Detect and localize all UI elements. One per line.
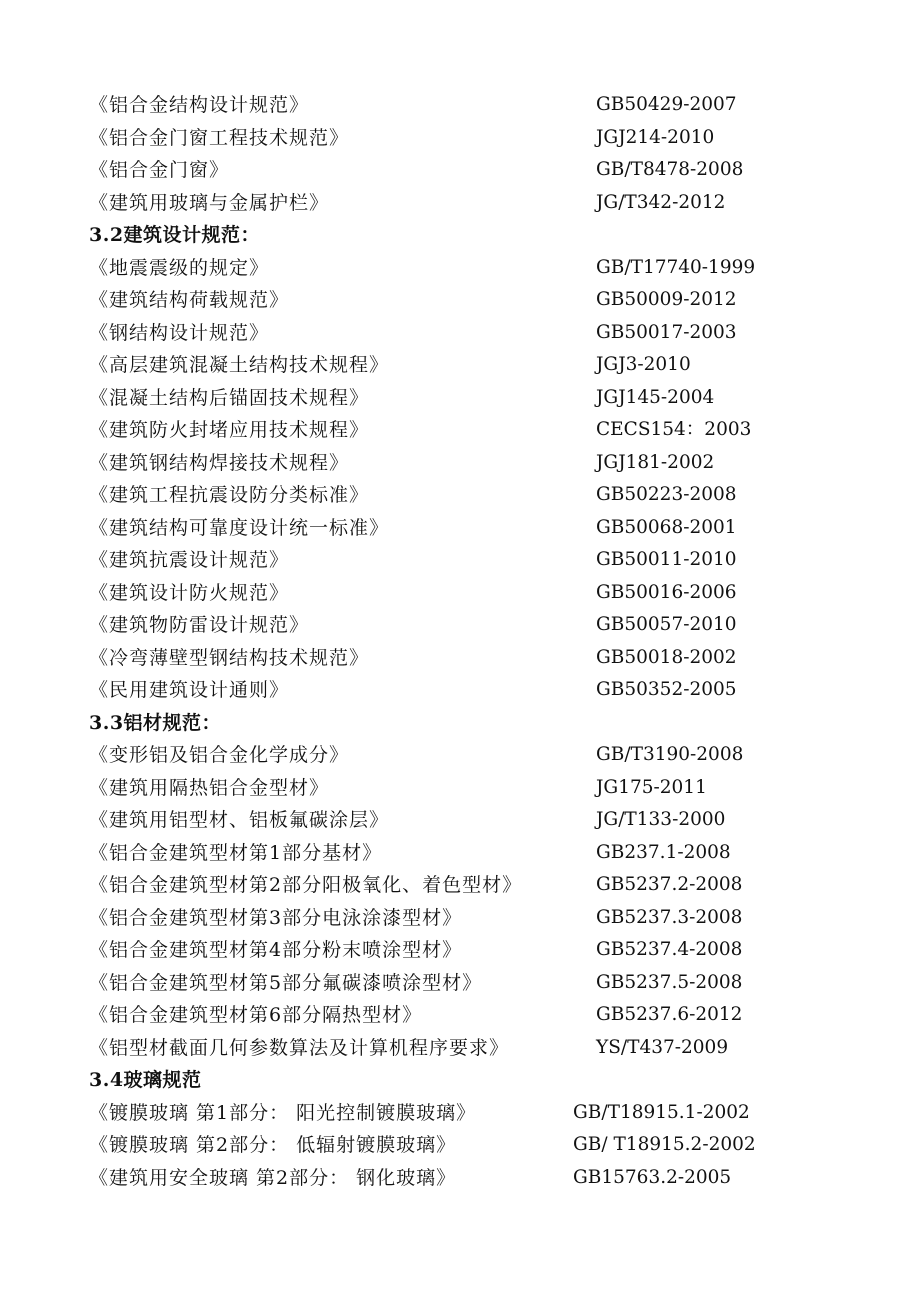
- section-heading: [0, 707, 920, 740]
- standard-row: [0, 512, 920, 545]
- standard-code: GB50016-2006: [596, 581, 737, 603]
- standard-title: 《铝合金门窗》: [89, 159, 230, 181]
- standard-title: 《铝合金门窗工程技术规范》: [89, 126, 350, 149]
- standard-code: GB50068-2001: [596, 516, 737, 538]
- standard-title: 《建筑结构可靠度设计统一标准》: [89, 516, 390, 539]
- standard-code: JGJ3-2010: [596, 354, 691, 375]
- standard-row: [0, 317, 920, 350]
- standard-row: [0, 934, 920, 967]
- standard-row: [0, 609, 920, 642]
- section-heading: [0, 219, 920, 252]
- standard-code: GB50223-2008: [596, 484, 737, 505]
- standard-title: 《建筑防火封堵应用技术规程》: [89, 419, 370, 441]
- standard-code: GB50018-2002: [596, 646, 737, 668]
- standard-row: [0, 479, 920, 512]
- standard-code: GB/T3190-2008: [596, 744, 744, 765]
- standard-row: [0, 642, 920, 675]
- standard-row: [0, 414, 920, 447]
- standard-title: 《建筑用隔热铝合金型材》: [89, 776, 330, 799]
- standard-row: [0, 122, 920, 155]
- standard-title: 《铝合金建筑型材第1部分基材》: [89, 841, 383, 864]
- section-heading-text: 3.4玻璃规范: [89, 1069, 202, 1091]
- standard-code: GB/T17740-1999: [596, 256, 756, 278]
- standard-code: GB5237.6-2012: [596, 1004, 743, 1025]
- section-heading: [0, 1064, 920, 1097]
- standard-title: 《民用建筑设计通则》: [89, 679, 290, 701]
- standard-row: [0, 1032, 920, 1065]
- standard-title: 《建筑用安全玻璃 第2部分： 钢化玻璃》: [89, 1166, 457, 1189]
- standard-code: GB5237.3-2008: [596, 906, 743, 928]
- standard-row: [0, 89, 920, 122]
- standard-row: [0, 999, 920, 1032]
- standard-row: [0, 674, 920, 707]
- standard-row: [0, 967, 920, 1000]
- standard-title: 《建筑工程抗震设防分类标准》: [89, 484, 370, 506]
- standard-title: 《铝型材截面几何参数算法及计算机程序要求》: [89, 1036, 510, 1059]
- standard-title: 《变形铝及铝合金化学成分》: [89, 744, 350, 766]
- standard-row: [0, 1162, 920, 1195]
- standard-code: GB50011-2010: [596, 549, 737, 570]
- standard-title: 《铝合金建筑型材第5部分氟碳漆喷涂型材》: [89, 971, 483, 994]
- standard-title: 《铝合金建筑型材第3部分电泳涂漆型材》: [89, 906, 463, 929]
- standard-row: [0, 772, 920, 805]
- standard-row: [0, 804, 920, 837]
- standard-code: JG175-2011: [596, 776, 707, 798]
- standard-code: GB/T8478-2008: [596, 159, 744, 180]
- standard-code: GB5237.4-2008: [596, 939, 743, 960]
- standard-code: CECS154：2003: [596, 419, 752, 440]
- standard-title: 《铝合金结构设计规范》: [89, 94, 310, 116]
- standard-row: [0, 544, 920, 577]
- standard-title: 《建筑钢结构焊接技术规程》: [89, 451, 350, 474]
- standard-code: GB/ T18915.2-2002: [573, 1134, 756, 1155]
- standard-title: 《混凝土结构后锚固技术规程》: [89, 386, 370, 409]
- standard-row: [0, 284, 920, 317]
- standard-code: GB5237.5-2008: [596, 971, 743, 993]
- standard-code: GB50017-2003: [596, 321, 737, 343]
- standard-code: GB50057-2010: [596, 614, 737, 635]
- standard-code: GB15763.2-2005: [573, 1166, 732, 1188]
- standard-code: GB50009-2012: [596, 289, 737, 310]
- standard-row: [0, 1129, 920, 1162]
- standard-code: GB237.1-2008: [596, 841, 731, 863]
- standard-code: JG/T342-2012: [596, 191, 726, 213]
- standard-title: 《建筑物防雷设计规范》: [89, 614, 310, 636]
- standard-title: 《镀膜玻璃 第1部分： 阳光控制镀膜玻璃》: [89, 1101, 477, 1124]
- standard-title: 《建筑用铝型材、铝板氟碳涂层》: [89, 809, 390, 831]
- standard-row: [0, 154, 920, 187]
- standard-row: [0, 739, 920, 772]
- standard-title: 《建筑设计防火规范》: [89, 581, 290, 604]
- standard-title: 《建筑结构荷载规范》: [89, 289, 290, 311]
- standard-title: 《镀膜玻璃 第2部分： 低辐射镀膜玻璃》: [89, 1134, 457, 1156]
- standard-title: 《冷弯薄壁型钢结构技术规范》: [89, 646, 370, 669]
- standard-row: [0, 1097, 920, 1130]
- standard-code: JGJ145-2004: [596, 386, 715, 408]
- standard-row: [0, 252, 920, 285]
- standard-title: 《地震震级的规定》: [89, 256, 270, 279]
- standard-row: [0, 577, 920, 610]
- standard-title: 《铝合金建筑型材第6部分隔热型材》: [89, 1004, 423, 1026]
- standard-code: GB50429-2007: [596, 94, 737, 115]
- standard-title: 《铝合金建筑型材第4部分粉末喷涂型材》: [89, 939, 463, 961]
- standard-code: JG/T133-2000: [596, 809, 726, 830]
- standard-code: GB5237.2-2008: [596, 874, 743, 895]
- standard-row: [0, 349, 920, 382]
- standard-title: 《铝合金建筑型材第2部分阳极氧化、着色型材》: [89, 874, 523, 896]
- standards-list: [0, 89, 920, 1194]
- standard-code: JGJ214-2010: [596, 126, 715, 148]
- standard-title: 《高层建筑混凝土结构技术规程》: [89, 354, 390, 376]
- standard-code: GB50352-2005: [596, 679, 737, 700]
- standard-row: [0, 447, 920, 480]
- standard-code: YS/T437-2009: [596, 1036, 729, 1058]
- standard-row: [0, 837, 920, 870]
- standard-title: 《建筑用玻璃与金属护栏》: [89, 191, 330, 214]
- section-heading-text: 3.3铝材规范：: [89, 711, 222, 734]
- standard-row: [0, 902, 920, 935]
- standard-row: [0, 187, 920, 220]
- standard-code: GB/T18915.1-2002: [573, 1101, 750, 1123]
- standard-row: [0, 869, 920, 902]
- standard-code: JGJ181-2002: [596, 451, 715, 473]
- section-heading-text: 3.2建筑设计规范：: [89, 224, 261, 246]
- standard-title: 《钢结构设计规范》: [89, 321, 270, 344]
- standard-title: 《建筑抗震设计规范》: [89, 549, 290, 571]
- standard-row: [0, 382, 920, 415]
